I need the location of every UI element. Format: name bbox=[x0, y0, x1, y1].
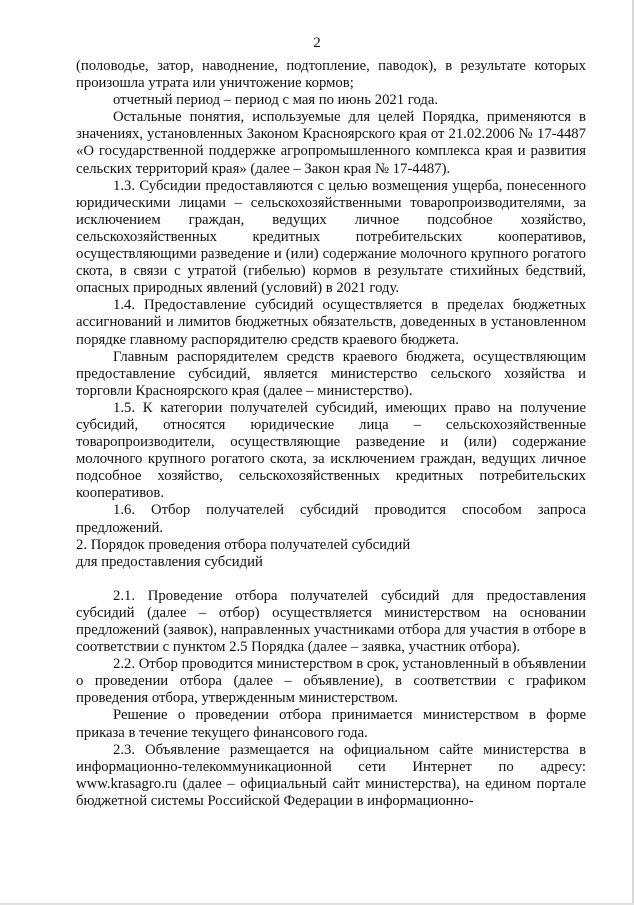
document-body bbox=[76, 58, 586, 810]
paragraph-1-6: 1.6. Отбор получателей субсидий проводится способом запроса предложений. bbox=[76, 502, 586, 536]
section-heading bbox=[76, 537, 586, 571]
paragraph-1-4: 1.4. Предоставление субсидий осуществляется в пределах бюджетных ассигнований и лимитов бюджетных обязательств, доведенных в установленном порядке главному распорядителю средств краевого бюджета. bbox=[76, 297, 586, 348]
paragraph-1-3: 1.3. Субсидии предоставляются с целью возмещения ущерба, понесенного юридическими лицами – сельскохозяйственными товаропроизводителями, за исключением граждан, ведущих личное подсобное хозяйство, сельскохозяйственных кредитных потребительских кооперативов, осуществляющими разведение и (или) содержание молочного крупного рогатого скота, в связи с утратой (гибелью) кормов в результате стихийных бедствий, опасных природных явлений (условий) в 2021 году. bbox=[76, 177, 586, 297]
paragraph-2-3: 2.3. Объявление размещается на официальном сайте министерства в информационно-телекоммуникационной сети Интернет по адресу: www.krasagro.ru (далее – официальный сайт министерства), на едином портале бюджетной системы Российской Федерации в информационно- bbox=[76, 741, 586, 809]
heading-spacer bbox=[76, 571, 586, 588]
page-number: 2 bbox=[313, 35, 321, 51]
paragraph-other-terms: Остальные понятия, используемые для целей Порядка, применяются в значениях, установленных Законом Красноярского края от 21.02.2006 № 17-4487 «О государственной поддержке агропромышленного комплекса края и развития сельских территорий края» (далее – Закон края № 17-4487). bbox=[76, 109, 586, 177]
paragraph-continuation: (половодье, затор, наводнение, подтопление, паводок), в результате которых произошла утрата или уничтожение кормов; bbox=[76, 58, 586, 92]
paragraph-decision: Решение о проведении отбора принимается министерством в форме приказа в течение текущего финансового года. bbox=[76, 707, 586, 741]
section-heading-line-2: для предоставления субсидий bbox=[76, 553, 263, 570]
paragraph-1-5: 1.5. К категории получателей субсидий, имеющих право на получение субсидий, относятся юридические лица – сельскохозяйственные товаропроизводители, осуществляющие разведение и (или) содержание молочного крупного рогатого скота, за исключением граждан, ведущих личное подсобное хозяйство, сельскохозяйственных кредитных потребительских кооперативов. bbox=[76, 399, 586, 502]
paragraph-2-2: 2.2. Отбор проводится министерством в срок, установленный в объявлении о проведении отбора (далее – объявление), в соответствии с графиком проведения отбора, утвержденным министерством. bbox=[76, 656, 586, 707]
paragraph-reporting-period: отчетный период – период с мая по июнь 2021 года. bbox=[113, 92, 439, 109]
paragraph-main-distributor: Главным распорядителем средств краевого бюджета, осуществляющим предоставление субсидий, является министерство сельского хозяйства и торговли Красноярского края (далее – министерство). bbox=[76, 348, 586, 399]
paragraph-2-1: 2.1. Проведение отбора получателей субсидий для предоставления субсидий (далее – отбор) осуществляется министерством на основании предложений (заявок), направленных участниками отбора для участия в отборе в соответствии с пунктом 2.5 Порядка (далее – заявка, участник отбора). bbox=[76, 587, 586, 656]
section-heading-line-1: 2. Порядок проведения отбора получателей субсидий bbox=[76, 536, 411, 553]
